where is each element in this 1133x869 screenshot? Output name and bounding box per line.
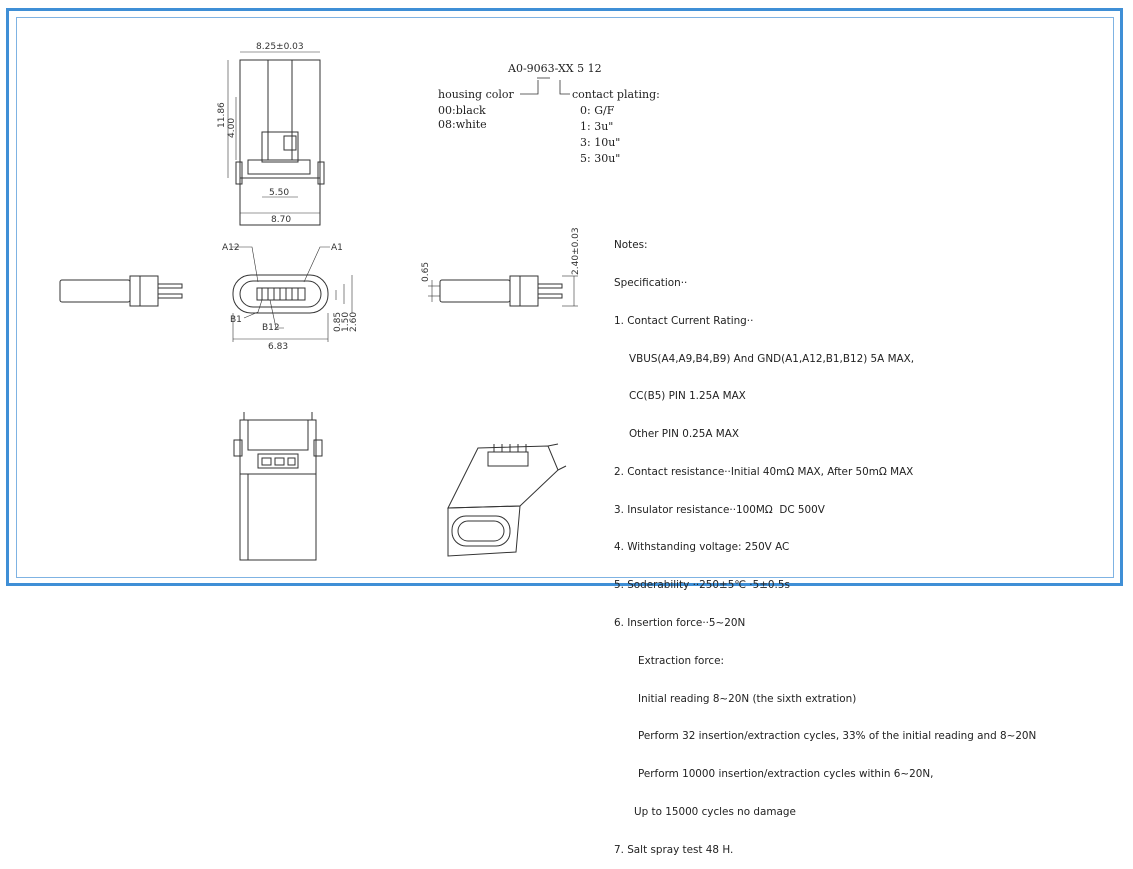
housing-option-white: 08:white xyxy=(438,118,487,131)
dim-top-width: 8.25±0.03 xyxy=(256,42,304,52)
note-3: 3. Insulator resistance··100MΩ DC 500V xyxy=(614,503,825,516)
plating-option-3: 3: 10u" xyxy=(580,136,621,149)
note-5: 5. Soderability ··250±5℃ ·5±0.5s xyxy=(614,579,790,592)
note-7: 7. Salt spray test 48 H. xyxy=(614,843,734,856)
plating-option-5: 5: 30u" xyxy=(580,152,621,165)
side-view-left-drawing xyxy=(60,276,182,306)
dim-bottom-outer: 8.70 xyxy=(271,215,292,225)
side-view-right-drawing xyxy=(428,276,578,306)
note-6d: Perform 10000 insertion/extraction cycles within 6~20N, xyxy=(638,768,934,781)
note-6b: Initial reading 8~20N (the sixth extration) xyxy=(638,692,857,705)
notes-spec: Specification·· xyxy=(614,276,688,289)
dim-side-d1: 0.65 xyxy=(421,261,431,282)
dim-front-d2: 1.50 xyxy=(341,311,351,332)
dim-inner-height: 4.00 xyxy=(227,117,237,138)
note-4: 4. Withstanding voltage: 250V AC xyxy=(614,541,790,554)
part-number-leaders xyxy=(520,78,570,94)
plating-option-0: 0: G/F xyxy=(580,104,615,117)
plating-option-1: 1: 3u" xyxy=(580,120,614,133)
specification-notes xyxy=(614,214,1036,869)
dim-front-d1: 0.85 xyxy=(333,311,343,332)
dim-total-height: 11.86 xyxy=(217,102,227,128)
bottom-view-drawing xyxy=(234,412,322,560)
label-pin-b1: B1 xyxy=(230,315,242,325)
part-number-code: A0-9063-XX 5 12 xyxy=(508,62,602,75)
label-pin-a1: A1 xyxy=(331,243,343,253)
notes-title: Notes: xyxy=(614,239,648,252)
note-6: 6. Insertion force··5~20N xyxy=(614,617,746,629)
top-view-drawing xyxy=(228,52,324,225)
dim-bottom-inner: 5.50 xyxy=(269,188,290,198)
dim-front-d3: 2.60 xyxy=(349,311,359,332)
dim-side-height: 2.40±0.03 xyxy=(571,227,581,275)
note-1a: VBUS(A4,A9,B4,B9) And GND(A1,A12,B1,B12) 5A MAX, xyxy=(629,352,915,365)
label-pin-b12: B12 xyxy=(262,323,280,333)
housing-option-black: 00:black xyxy=(438,104,486,117)
isometric-view-drawing xyxy=(448,444,566,556)
note-6a: Extraction force: xyxy=(638,654,725,667)
contact-plating-label: contact plating: xyxy=(572,88,660,101)
label-pin-a12: A12 xyxy=(222,243,240,253)
note-6c: Perform 32 insertion/extraction cycles, 33% of the initial reading and 8~20N xyxy=(638,730,1037,743)
note-1: 1. Contact Current Rating·· xyxy=(614,314,754,327)
note-1b: CC(B5) PIN 1.25A MAX xyxy=(629,390,746,403)
note-2: 2. Contact resistance··Initial 40mΩ MAX, After 50mΩ MAX xyxy=(614,465,914,478)
note-1c: Other PIN 0.25A MAX xyxy=(629,428,739,441)
note-6e: Up to 15000 cycles no damage xyxy=(634,805,796,818)
housing-color-label: housing color xyxy=(438,88,514,101)
dim-front-width: 6.83 xyxy=(268,342,289,352)
